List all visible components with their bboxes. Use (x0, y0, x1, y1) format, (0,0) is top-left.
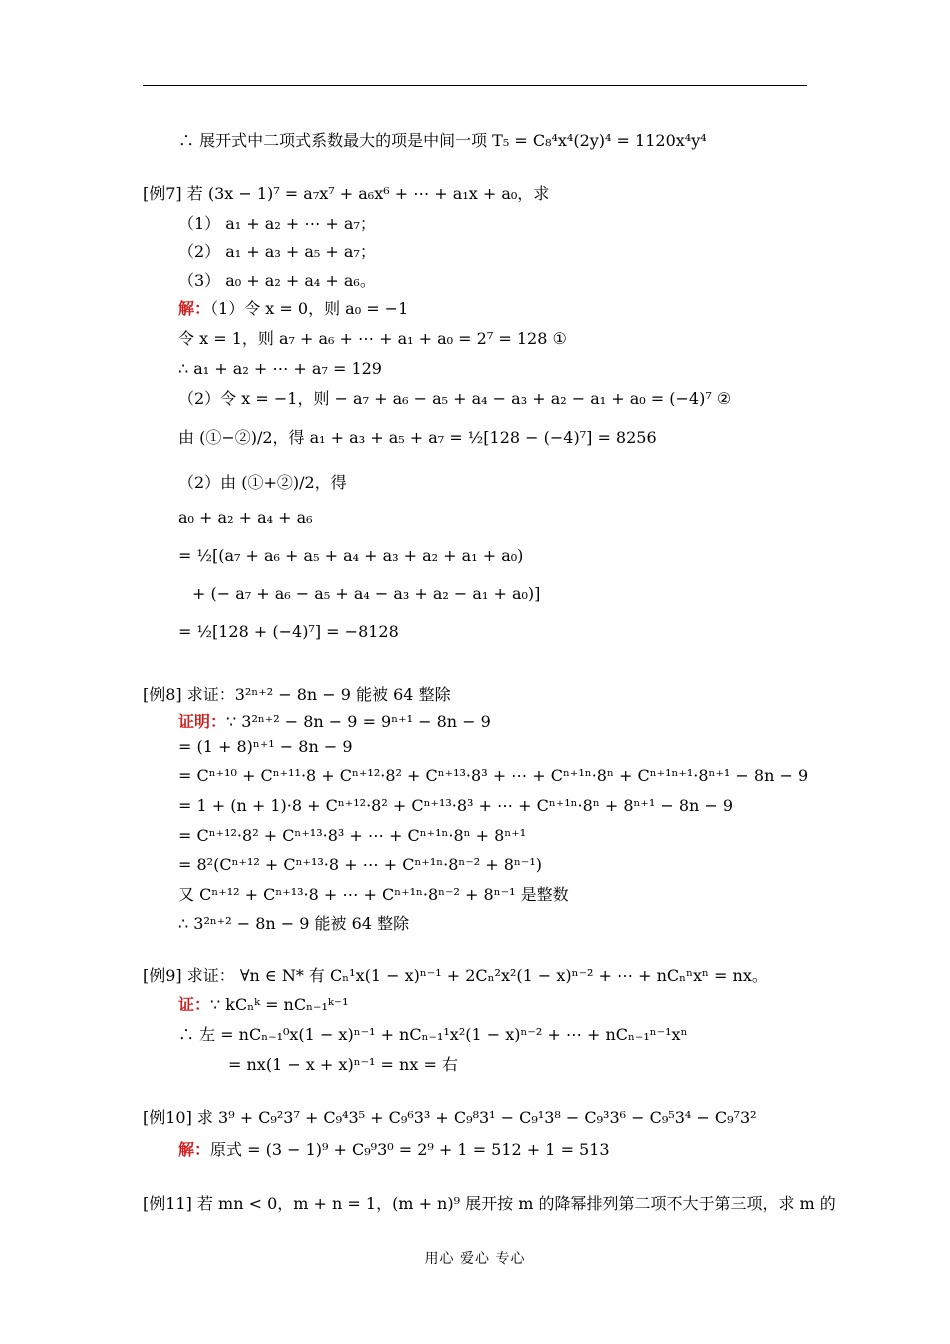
text-line-ex7-sol-8 (178, 545, 523, 567)
text-line-ex7-title (143, 183, 549, 205)
text-line-ex7-sol-6 (178, 472, 347, 494)
line-text: （3） a₀ + a₂ + a₄ + a₆。 (178, 271, 376, 290)
line-text: （2） a₁ + a₃ + a₅ + a₇； (178, 242, 376, 261)
solution-label: 解： (178, 299, 211, 318)
text-line-ex10-title (143, 1107, 757, 1129)
text-line-ex7-sol-9 (192, 583, 540, 605)
text-line-ex8-proof-7 (178, 884, 569, 906)
line-text: ∴ 左 = nCₙ₋₁⁰x(1 − x)ⁿ⁻¹ + nCₙ₋₁¹x²(1 − x)ⁿ⁻² + ⋯ + nCₙ₋₁ⁿ⁻¹xⁿ (178, 1025, 688, 1044)
page-footer: 用心 爱心 专心 (424, 1251, 526, 1267)
text-line-ex7-sol-2 (178, 328, 567, 350)
line-text: = ½[128 + (−4)⁷] = −8128 (178, 622, 399, 641)
text-line-ex8-proof-5 (178, 825, 526, 847)
line-text: [例11] 若 mn < 0，m + n = 1，(m + n)⁹ 展开按 m 的降幂排列第二项不大于第三项，求 m 的 (143, 1194, 836, 1213)
line-text: （2）令 x = −1，则 − a₇ + a₆ − a₅ + a₄ − a₃ + a₂ − a₁ + a₀ = (−4)⁷ ② (178, 389, 732, 408)
line-text: [例7] 若 (3x − 1)⁷ = a₇x⁷ + a₆x⁶ + ⋯ + a₁x + a₀，求 (143, 184, 550, 203)
text-line-ex8-proof-1 (178, 711, 491, 733)
line-text: = nx(1 − x + x)ⁿ⁻¹ = nx = 右 (228, 1055, 458, 1074)
line-text: [例8] 求证：3²ⁿ⁺² − 8n − 9 能被 64 整除 (143, 685, 451, 704)
text-line-ex7-sol-3 (178, 358, 382, 380)
line-text: （1） a₁ + a₂ + ⋯ + a₇； (178, 214, 376, 233)
text-line-ex10-sol (178, 1139, 610, 1161)
line-text: ∴ a₁ + a₂ + ⋯ + a₇ = 129 (178, 359, 382, 378)
text-line-ex7-q3 (178, 270, 376, 292)
text-line-ex11-title (143, 1193, 836, 1215)
line-text: 原式 = (3 − 1)⁹ + C₉⁹3⁰ = 2⁹ + 1 = 512 + 1 = 513 (210, 1140, 610, 1159)
line-text: 由 (①−②)/2，得 a₁ + a₃ + a₅ + a₇ = ½[128 − (−4)⁷] = 8256 (178, 428, 657, 447)
solution-label: 证： (178, 995, 211, 1014)
line-text: a₀ + a₂ + a₄ + a₆ (178, 508, 313, 527)
text-line-ex9-proof-2 (178, 1024, 688, 1046)
text-line-ex9-title (143, 965, 768, 987)
line-text: = 1 + (n + 1)·8 + Cⁿ⁺¹²·8² + Cⁿ⁺¹³·8³ + ⋯ + Cⁿ⁺¹ⁿ·8ⁿ + 8ⁿ⁺¹ − 8n − 9 (178, 796, 734, 815)
header-rule (143, 85, 807, 86)
text-line-ex7-q2 (178, 241, 376, 263)
solution-label: 证明： (178, 712, 227, 731)
text-line-ex7-sol-7 (178, 507, 313, 529)
text-line-ex7-sol-4 (178, 388, 731, 410)
text-line-ex7-sol-5 (178, 427, 657, 449)
line-text: + (− a₇ + a₆ − a₅ + a₄ − a₃ + a₂ − a₁ + a₀)] (192, 584, 541, 603)
text-line-ex8-proof-2 (178, 736, 353, 758)
text-line-ex8-proof-8 (178, 913, 409, 935)
line-text: ∵ 3²ⁿ⁺² − 8n − 9 = 9ⁿ⁺¹ − 8n − 9 (226, 712, 491, 731)
line-text: = Cⁿ⁺¹⁰ + Cⁿ⁺¹¹·8 + Cⁿ⁺¹²·8² + Cⁿ⁺¹³·8³ + ⋯ + Cⁿ⁺¹ⁿ·8ⁿ + Cⁿ⁺¹ⁿ⁺¹·8ⁿ⁺¹ − 8n − 9 (178, 766, 809, 785)
text-line-ex8-title (143, 684, 451, 706)
text-line-ex8-proof-4 (178, 795, 733, 817)
line-text: [例10] 求 3⁹ + C₉²3⁷ + C₉⁴3⁵ + C₉⁶3³ + C₉⁸3¹ − C₉¹3⁸ − C₉³3⁶ − C₉⁵3⁴ − C₉⁷3² (143, 1108, 757, 1127)
text-line-ex9-proof-1 (178, 994, 349, 1016)
line-text: 令 x = 1，则 a₇ + a₆ + ⋯ + a₁ + a₀ = 2⁷ = 128 ① (178, 329, 567, 348)
line-text: = Cⁿ⁺¹²·8² + Cⁿ⁺¹³·8³ + ⋯ + Cⁿ⁺¹ⁿ·8ⁿ + 8ⁿ⁺¹ (178, 826, 527, 845)
line-text: （2）由 (①+②)/2，得 (178, 473, 347, 492)
line-text: = ½[(a₇ + a₆ + a₅ + a₄ + a₃ + a₂ + a₁ + a₀) (178, 546, 524, 565)
text-line-ex7-sol-1 (178, 298, 408, 320)
line-text: ∵ kCₙᵏ = nCₙ₋₁ᵏ⁻¹ (210, 995, 349, 1014)
text-line-ex7-q1 (178, 213, 376, 235)
text-line-ex8-proof-6 (178, 854, 542, 876)
text-line-ex9-proof-3 (228, 1054, 458, 1076)
line-text: = (1 + 8)ⁿ⁺¹ − 8n − 9 (178, 737, 353, 756)
line-text: [例9] 求证： ∀n ∈ N* 有 Cₙ¹x(1 − x)ⁿ⁻¹ + 2Cₙ²x²(1 − x)ⁿ⁻² + ⋯ + nCₙⁿxⁿ = nx。 (143, 966, 768, 985)
line-text: 又 Cⁿ⁺¹² + Cⁿ⁺¹³·8 + ⋯ + Cⁿ⁺¹ⁿ·8ⁿ⁻² + 8ⁿ⁻¹ 是整数 (178, 885, 569, 904)
text-line-ex8-proof-3 (178, 765, 808, 787)
line-text: = 8²(Cⁿ⁺¹² + Cⁿ⁺¹³·8 + ⋯ + Cⁿ⁺¹ⁿ·8ⁿ⁻² + 8ⁿ⁻¹) (178, 855, 542, 874)
text-line-ex7-sol-10 (178, 621, 399, 643)
text-line-conclusion-ex6 (178, 130, 707, 152)
line-text: （1）令 x = 0，则 a₀ = −1 (210, 299, 409, 318)
line-text: ∴ 3²ⁿ⁺² − 8n − 9 能被 64 整除 (178, 914, 410, 933)
solution-label: 解： (178, 1140, 211, 1159)
line-text: ∴ 展开式中二项式系数最大的项是中间一项 T₅ = C₈⁴x⁴(2y)⁴ = 1120x⁴y⁴ (178, 131, 707, 150)
